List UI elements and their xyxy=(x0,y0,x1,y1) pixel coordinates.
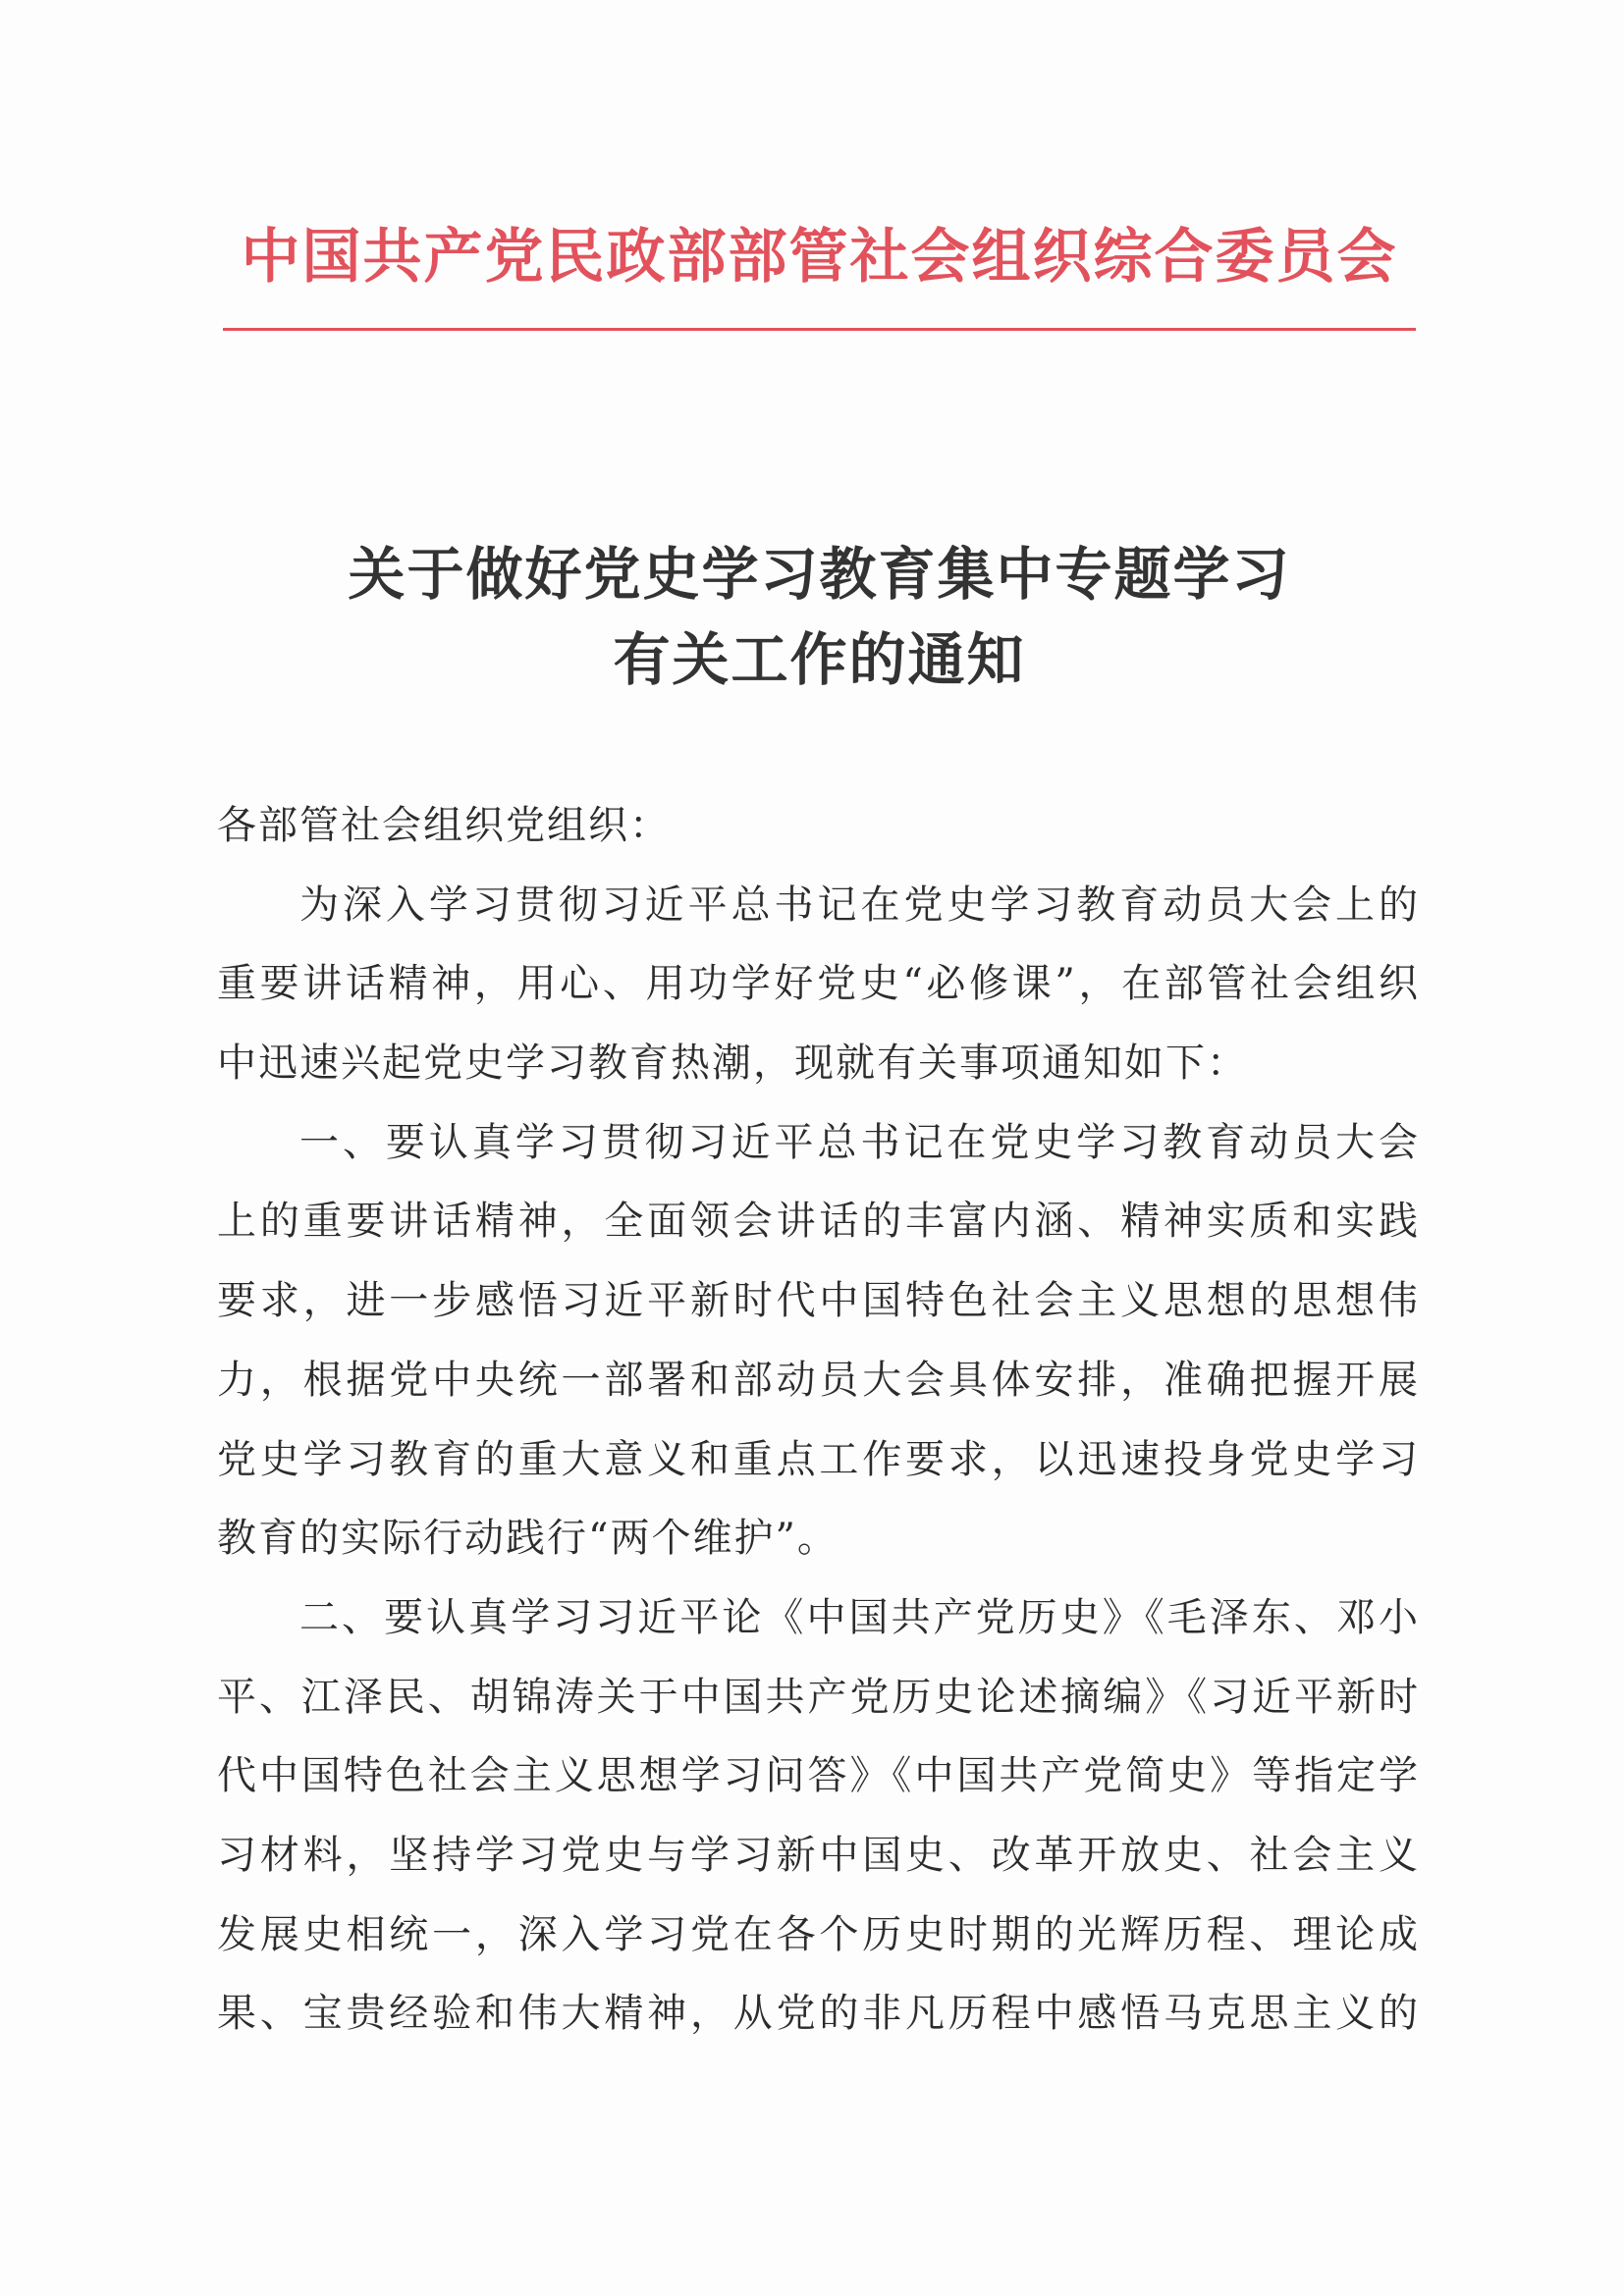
body-line: 果、宝贵经验和伟大精神，从党的非凡历程中感悟马克思主义的 xyxy=(217,1991,1420,2037)
salutation: 各部管社会组织党组织： xyxy=(217,803,671,848)
issuer-header: 中国共产党民政部部管社会组织综合委员会 xyxy=(241,223,1398,292)
body-line: 为深入学习贯彻习近平总书记在党史学习教育动员大会上的 xyxy=(299,881,1420,928)
body-line: 代中国特色社会主义思想学习问答》《中国共产党简史》等指定学 xyxy=(217,1753,1420,1799)
document-title-line-1: 关于做好党史学习教育集中专题学习 xyxy=(348,541,1291,608)
body-line: 中迅速兴起党史学习教育热潮，现就有关事项通知如下： xyxy=(217,1041,1248,1087)
body-line: 上的重要讲话精神，全面领会讲话的丰富内涵、精神实质和实践 xyxy=(217,1199,1420,1245)
body-line: 教育的实际行动践行“两个维护”。 xyxy=(217,1516,839,1562)
body-line: 发展史相统一，深入学习党在各个历史时期的光辉历程、理论成 xyxy=(217,1911,1420,1957)
body-line: 党史学习教育的重大意义和重点工作要求，以迅速投身党史学习 xyxy=(217,1436,1420,1482)
body-line: 重要讲话精神，用心、用功学好党史“必修课”，在部管社会组织 xyxy=(217,961,1420,1007)
body-line: 要求，进一步感悟习近平新时代中国特色社会主义思想的思想伟 xyxy=(217,1278,1420,1324)
document-title-line-2: 有关工作的通知 xyxy=(613,626,1026,693)
body-line: 平、江泽民、胡锦涛关于中国共产党历史论述摘编》《习近平新时 xyxy=(217,1674,1420,1720)
body-paragraph-1 xyxy=(217,866,1420,1103)
body-paragraph-3 xyxy=(217,1578,1420,2054)
body-line: 力，根据党中央统一部署和部动员大会具体安排，准确把握开展 xyxy=(217,1357,1420,1403)
body-line: 一、要认真学习贯彻习近平总书记在党史学习教育动员大会 xyxy=(299,1119,1420,1165)
document-body xyxy=(217,786,1420,2054)
body-paragraph-2 xyxy=(217,1103,1420,1578)
body-line: 习材料，坚持学习党史与学习新中国史、改革开放史、社会主义 xyxy=(217,1832,1420,1878)
red-header-rule xyxy=(223,328,1416,331)
body-line: 二、要认真学习习近平论《中国共产党历史》《毛泽东、邓小 xyxy=(299,1594,1420,1640)
